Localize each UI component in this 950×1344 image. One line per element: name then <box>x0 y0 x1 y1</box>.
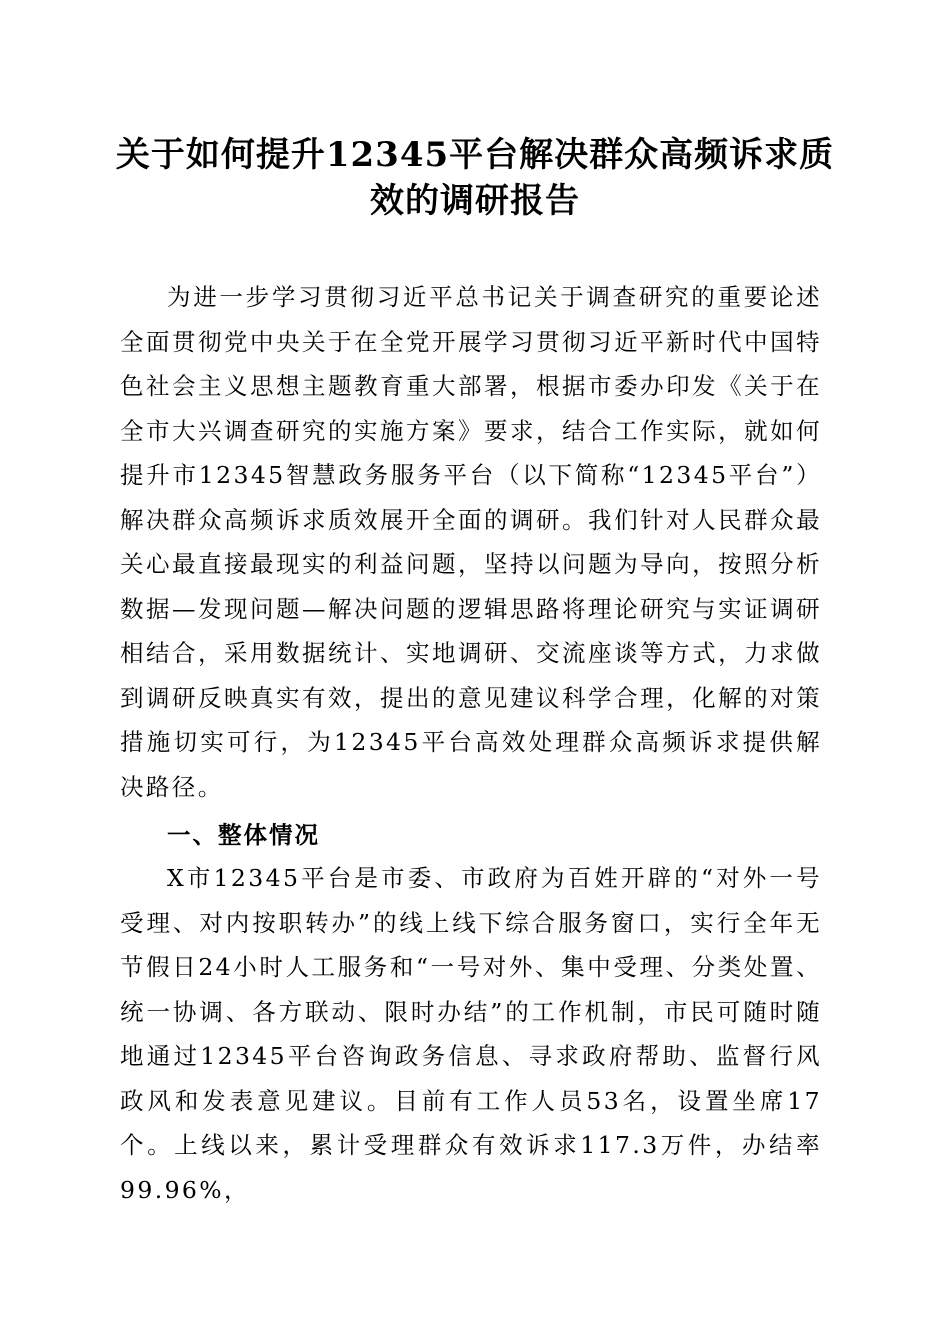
intro-paragraph: 为进一步学习贯彻习近平总书记关于调查研究的重要论述全面贯彻党中央关于在全党开展学习贯彻习近平新时代中国特色社会主义思想主题教育重大部署，根据市委办印发《关于在全市大兴调查研究的实施方案》要求，结合工作实际，就如何提升市12345智慧政务服务平台（以下简称“12345平台”）解决群众高频诉求质效展开全面的调研。我们针对人民群众最关心最直接最现实的利益问题，坚持以问题为导向，按照分析数据—发现问题—解决问题的逻辑思路将理论研究与实证调研相结合，采用数据统计、实地调研、交流座谈等方式，力求做到调研反映真实有效，提出的意见建议科学合理，化解的对策措施切实可行，为12345平台高效处理群众高频诉求提供解决路径。 <box>120 283 822 801</box>
document-title: 关于如何提升12345平台解决群众高频诉求质效的调研报告 <box>115 135 835 221</box>
overall-paragraph: X市12345平台是市委、市政府为百姓开辟的“对外一号受理、对内按职转办”的线上线下综合服务窗口，实行全年无节假日24小时人工服务和“一号对外、集中受理、分类处置、统一协调、各方联动、限时办结”的工作机制，市民可随时随地通过12345平台咨询政务信息、寻求政府帮助、监督行风政风和发表意见建议。目前有工作人员53名，设置坐席17个。上线以来，累计受理群众有效诉求117.3万件，办结率99.96%， <box>120 864 822 1204</box>
section-heading: 一、整体情况 <box>167 821 320 849</box>
